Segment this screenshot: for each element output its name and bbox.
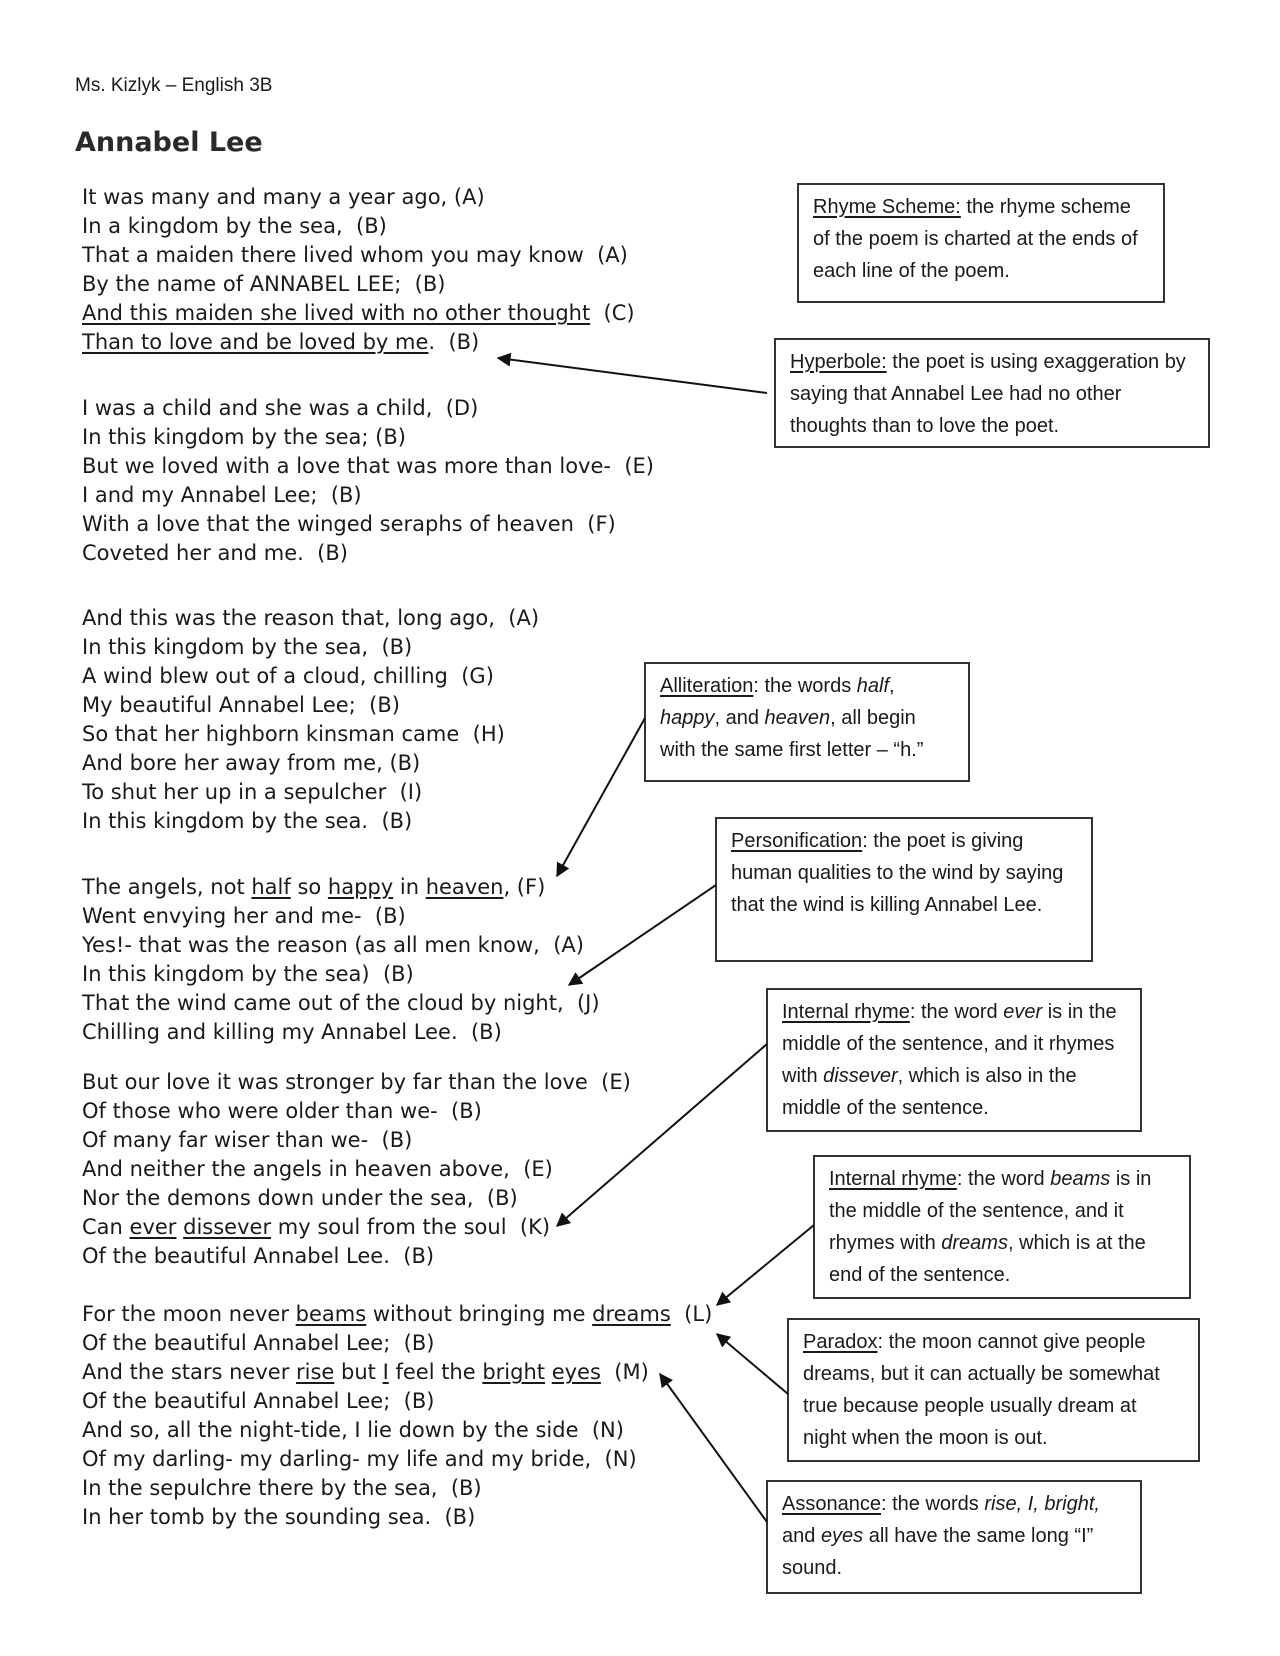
paradox-arrow [717, 1334, 788, 1394]
underlined-word: I [382, 1360, 389, 1384]
line-text: (C) [590, 301, 635, 325]
line-text: without bringing me [366, 1302, 593, 1326]
line-text: And neither the angels in heaven above, (E) [82, 1157, 553, 1181]
line-text: , (F) [503, 875, 546, 899]
line-text: Yes!- that was the reason (as all men know, (A) [82, 933, 584, 957]
internal-rhyme-ever-arrow [557, 1044, 767, 1226]
line-text: but [334, 1360, 383, 1384]
literary-device-term: Paradox [803, 1331, 878, 1353]
definition-text: , which is at the end of the sentence. [829, 1232, 1146, 1286]
underlined-word: eyes [551, 1360, 601, 1384]
example-word: dissever [823, 1065, 898, 1087]
assonance-arrow [660, 1374, 767, 1522]
definition-text: , all begin with the same first letter – “h.” [660, 707, 924, 761]
line-text: But we loved with a love that was more than love- (E) [82, 454, 654, 478]
line-text: in [393, 875, 426, 899]
definition-text: : the poet is giving human qualities to the wind by saying that the wind is killing Annabel Lee. [731, 830, 1064, 916]
line-text: It was many and many a year ago, (A) [82, 185, 485, 209]
example-word: heaven [764, 707, 831, 729]
line-text: That a maiden there lived whom you may know (A) [82, 243, 628, 267]
underlined-word: bright [482, 1360, 546, 1384]
literary-device-term: Rhyme Scheme: [813, 196, 961, 218]
example-word: ever [1003, 1001, 1043, 1023]
line-text: Went envying her and me- (B) [82, 904, 406, 928]
line-text: Of the beautiful Annabel Lee; (B) [82, 1331, 435, 1355]
line-text: In her tomb by the sounding sea. (B) [82, 1505, 476, 1529]
line-text: feel the [388, 1360, 483, 1384]
literary-device-term: Personification [731, 830, 863, 852]
line-text: In this kingdom by the sea; (B) [82, 425, 406, 449]
line-text: And bore her away from me, (B) [82, 751, 421, 775]
definition-text: the poet is using exaggeration by saying that Annabel Lee had no other thoughts than to love the poet. [790, 351, 1186, 437]
line-text: And so, all the night-tide, I lie down by the side (N) [82, 1418, 624, 1442]
line-text: I and my Annabel Lee; (B) [82, 483, 362, 507]
hyperbole-arrow [498, 358, 767, 393]
example-word: dreams [941, 1232, 1008, 1254]
line-text: (L) [670, 1302, 713, 1326]
underlined-word: beams [295, 1302, 367, 1326]
definition-text: the rhyme scheme of the poem is charted at the ends of each line of the poem. [813, 196, 1138, 282]
line-text: Coveted her and me. (B) [82, 541, 348, 565]
line-text: In this kingdom by the sea) (B) [82, 962, 414, 986]
line-text: In the sepulchre there by the sea, (B) [82, 1476, 482, 1500]
line-text: Of the beautiful Annabel Lee; (B) [82, 1389, 435, 1413]
line-text: (M) [600, 1360, 649, 1384]
line-text: My beautiful Annabel Lee; (B) [82, 693, 400, 717]
underlined-word: happy [327, 875, 394, 899]
underlined-word: dreams [592, 1302, 671, 1326]
line-text: With a love that the winged seraphs of heaven (F) [82, 512, 616, 536]
underlined-word: ever [129, 1215, 177, 1239]
line-text: To shut her up in a sepulcher (I) [82, 780, 423, 804]
underlined-word: And this maiden she lived with no other thought [82, 301, 591, 325]
definition-text: , [889, 675, 895, 697]
line-text: And this was the reason that, long ago, (A) [82, 606, 540, 630]
definition-text: and [782, 1525, 821, 1547]
alliteration-arrow [557, 718, 645, 876]
literary-device-term: Alliteration [660, 675, 754, 697]
definition-text: : the words [753, 675, 857, 697]
definition-text: : the words [880, 1493, 985, 1515]
underlined-word: half [251, 875, 291, 899]
line-text: So that her highborn kinsman came (H) [82, 722, 505, 746]
line-text: Chilling and killing my Annabel Lee. (B) [82, 1020, 502, 1044]
line-text: so [290, 875, 328, 899]
literary-device-term: Internal rhyme [829, 1168, 957, 1190]
underlined-word: rise [296, 1360, 335, 1384]
line-text: . (B) [428, 330, 480, 354]
example-word: half [856, 675, 890, 697]
definition-text: all have the same long “I” sound. [782, 1525, 1094, 1579]
literary-device-term: Assonance [782, 1493, 881, 1515]
example-word: eyes [820, 1525, 864, 1547]
definition-text: : the word [909, 1001, 1004, 1023]
line-text: In a kingdom by the sea, (B) [82, 214, 387, 238]
line-text: That the wind came out of the cloud by night, (J) [82, 991, 600, 1015]
line-text: Of the beautiful Annabel Lee. (B) [82, 1244, 435, 1268]
line-text: Of those who were older than we- (B) [82, 1099, 482, 1123]
example-word: happy [660, 707, 715, 729]
definition-text: , which is also in the middle of the sentence. [782, 1065, 1077, 1119]
literary-device-term: Hyperbole: [790, 351, 887, 373]
line-text: A wind blew out of a cloud, chilling (G) [82, 664, 494, 688]
line-text: Of my darling- my darling- my life and my bride, (N) [82, 1447, 637, 1471]
underlined-word: Than to love and be loved by me [82, 330, 429, 354]
example-word: rise, I, bright, [984, 1493, 1100, 1515]
definition-text: : the word [956, 1168, 1051, 1190]
personification-arrow [569, 885, 716, 985]
definition-text: is in the middle of the sentence, and it rhymes with [829, 1168, 1152, 1254]
line-text: Of many far wiser than we- (B) [82, 1128, 413, 1152]
underlined-word: heaven [425, 875, 504, 899]
line-text: The angels, not [82, 875, 252, 899]
line-text: my soul from the soul (K) [271, 1215, 551, 1239]
definition-text: : the moon cannot give people dreams, but it can actually be somewhat true because people usually dream at night when the moon is out. [803, 1331, 1160, 1449]
line-text: For the moon never [82, 1302, 296, 1326]
line-text: I was a child and she was a child, (D) [82, 396, 479, 420]
literary-device-term: Internal rhyme [782, 1001, 910, 1023]
line-text: And the stars never [82, 1360, 296, 1384]
definition-text: , and [714, 707, 765, 729]
line-text: In this kingdom by the sea, (B) [82, 635, 413, 659]
line-text: By the name of ANNABEL LEE; (B) [82, 272, 446, 296]
underlined-word: dissever [183, 1215, 272, 1239]
line-text: Can [82, 1215, 130, 1239]
line-text: Nor the demons down under the sea, (B) [82, 1186, 518, 1210]
poem-title: Annabel Lee [75, 127, 263, 158]
line-text: But our love it was stronger by far than the love (E) [82, 1070, 631, 1094]
example-word: beams [1050, 1168, 1111, 1190]
page-header: Ms. Kizlyk – English 3B [75, 75, 273, 96]
definition-text: is in the middle of the sentence, and it rhymes with [782, 1001, 1117, 1087]
line-text: In this kingdom by the sea. (B) [82, 809, 413, 833]
internal-rhyme-beams-arrow [717, 1225, 814, 1305]
